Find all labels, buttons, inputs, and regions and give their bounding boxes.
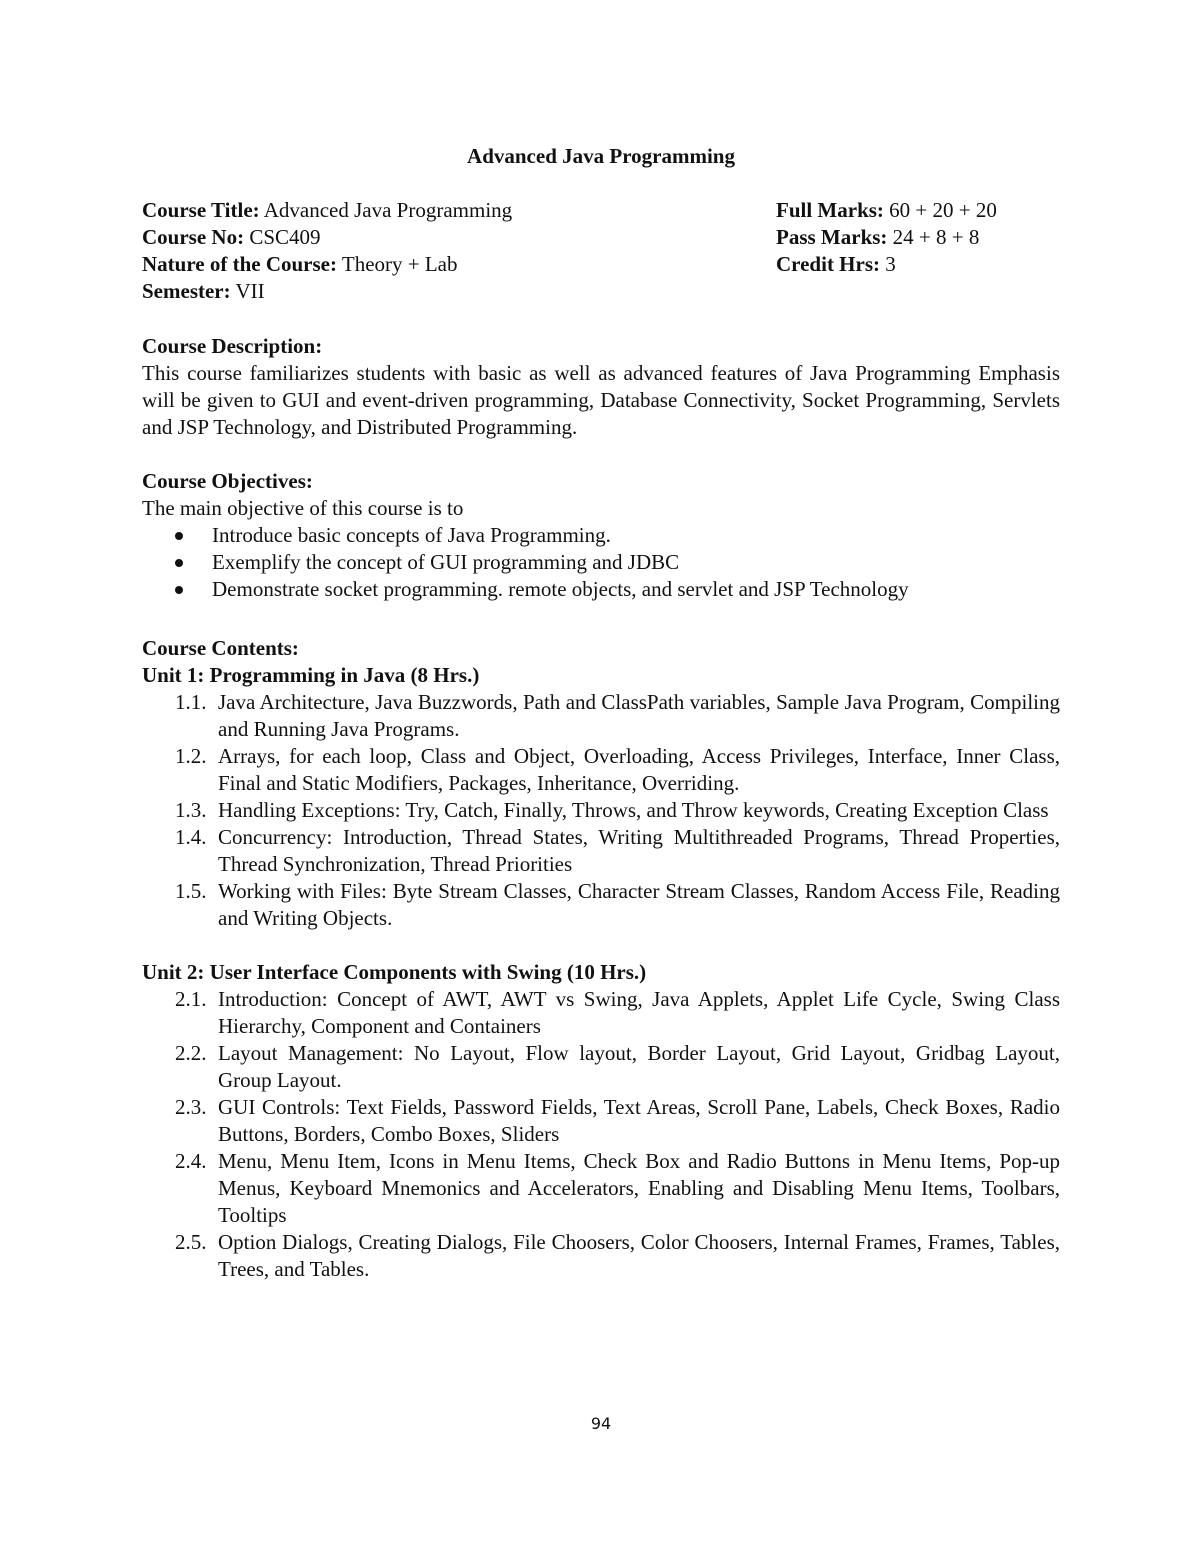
course-title-value: Advanced Java Programming	[259, 198, 513, 222]
course-no-value: CSC409	[244, 225, 321, 249]
unit-2-title: Unit 2: User Interface Components with Swing (10 Hrs.)	[142, 960, 647, 984]
full-marks-field	[776, 197, 997, 224]
topic-item	[142, 1148, 1060, 1229]
topic-text: Concurrency: Introduction, Thread States, Writing Multithreaded Programs, Thread Properties, Thread Synchronization, Thread Priorities	[218, 825, 1060, 876]
course-description-heading: Course Description:	[142, 334, 323, 358]
course-info	[142, 197, 1060, 305]
topic-text: Arrays, for each loop, Class and Object, Overloading, Access Privileges, Interface, Inner Class, Final and Static Modifiers, Packages, Inheritance, Overriding.	[218, 744, 1060, 795]
topic-number: 1.1.	[175, 690, 207, 714]
topic-number: 2.5.	[175, 1230, 207, 1254]
nature-value: Theory + Lab	[337, 252, 458, 276]
course-description-text: This course familiarizes students with basic as well as advanced features of Java Programming Emphasis will be given to GUI and event-driven programming, Database Connectivity, Socket Programming, Servlets and JSP Technology, and Distributed Programming.	[142, 361, 1060, 439]
topic-item	[142, 1040, 1060, 1094]
topic-text: Handling Exceptions: Try, Catch, Finally, Throws, and Throw keywords, Creating Exception Class	[218, 798, 1049, 822]
course-description-section	[142, 333, 1060, 441]
unit-1-title: Unit 1: Programming in Java (8 Hrs.)	[142, 663, 480, 687]
info-row-1	[142, 197, 1060, 224]
topic-text: Working with Files: Byte Stream Classes, Character Stream Classes, Random Access File, Reading and Writing Objects.	[218, 879, 1060, 930]
topic-item	[142, 986, 1060, 1040]
topic-item	[142, 824, 1060, 878]
pass-marks-label: Pass Marks:	[776, 225, 888, 249]
semester-label: Semester:	[142, 279, 231, 303]
credit-hrs-field	[776, 251, 896, 278]
topic-item	[142, 1094, 1060, 1148]
topic-text: Menu, Menu Item, Icons in Menu Items, Check Box and Radio Buttons in Menu Items, Pop-up Menus, Keyboard Mnemonics and Accelerators, Enabling and Disabling Menu Items, Toolbars, Tooltips	[218, 1149, 1060, 1227]
pass-marks-field	[776, 224, 979, 251]
document-page	[142, 0, 1060, 1553]
course-objectives-intro: The main objective of this course is to	[142, 496, 464, 520]
course-no-field	[142, 224, 321, 251]
topic-number: 1.4.	[175, 825, 207, 849]
topic-number: 2.1.	[175, 987, 207, 1011]
page-title: Advanced Java Programming	[467, 144, 735, 168]
bullet-icon	[175, 559, 183, 567]
objective-item	[142, 576, 1060, 603]
topic-number: 1.3.	[175, 798, 207, 822]
bullet-icon	[175, 532, 183, 540]
objective-item	[142, 549, 1060, 576]
bullet-icon	[175, 586, 183, 594]
course-title-label: Course Title:	[142, 198, 260, 222]
course-objectives-heading: Course Objectives:	[142, 469, 313, 493]
course-contents-heading: Course Contents:	[142, 636, 299, 660]
topic-text: GUI Controls: Text Fields, Password Fields, Text Areas, Scroll Pane, Labels, Check Boxes, Radio Buttons, Borders, Combo Boxes, Sliders	[218, 1095, 1060, 1146]
info-row-3	[142, 251, 1060, 278]
topic-number: 2.3.	[175, 1095, 207, 1119]
objectives-list	[142, 522, 1060, 603]
info-row-4	[142, 278, 1060, 305]
topic-item	[142, 797, 1060, 824]
course-title-field	[142, 197, 512, 224]
credit-hrs-label: Credit Hrs:	[776, 252, 881, 276]
nature-label: Nature of the Course:	[142, 252, 337, 276]
topic-item	[142, 689, 1060, 743]
course-contents-section	[142, 635, 1060, 1283]
unit-spacer	[142, 932, 1060, 959]
semester-value: VII	[230, 279, 265, 303]
page-number: 94	[590, 1414, 612, 1433]
info-row-2	[142, 224, 1060, 251]
topic-text: Option Dialogs, Creating Dialogs, File Choosers, Color Choosers, Internal Frames, Frames, Tables, Trees, and Tables.	[218, 1230, 1060, 1281]
topic-text: Java Architecture, Java Buzzwords, Path and ClassPath variables, Sample Java Program, Compiling and Running Java Programs.	[218, 690, 1060, 741]
full-marks-value: 60 + 20 + 20	[883, 198, 997, 222]
topic-item	[142, 878, 1060, 932]
topic-text: Layout Management: No Layout, Flow layout, Border Layout, Grid Layout, Gridbag Layout, Group Layout.	[218, 1041, 1060, 1092]
nature-field	[142, 251, 458, 278]
objective-text: Exemplify the concept of GUI programming and JDBC	[212, 550, 680, 574]
semester-field	[142, 278, 265, 305]
topic-item	[142, 1229, 1060, 1283]
topic-number: 2.2.	[175, 1041, 207, 1065]
objective-text: Demonstrate socket programming. remote objects, and servlet and JSP Technology	[212, 577, 909, 601]
course-no-label: Course No:	[142, 225, 245, 249]
topic-number: 1.2.	[175, 744, 207, 768]
topic-item	[142, 743, 1060, 797]
objective-item	[142, 522, 1060, 549]
objective-text: Introduce basic concepts of Java Programming.	[212, 523, 611, 547]
topic-number: 1.5.	[175, 879, 207, 903]
topic-text: Introduction: Concept of AWT, AWT vs Swing, Java Applets, Applet Life Cycle, Swing Class Hierarchy, Component and Containers	[218, 987, 1060, 1038]
topic-number: 2.4.	[175, 1149, 207, 1173]
course-objectives-section	[142, 468, 1060, 603]
credit-hrs-value: 3	[880, 252, 896, 276]
pass-marks-value: 24 + 8 + 8	[887, 225, 980, 249]
full-marks-label: Full Marks:	[776, 198, 884, 222]
